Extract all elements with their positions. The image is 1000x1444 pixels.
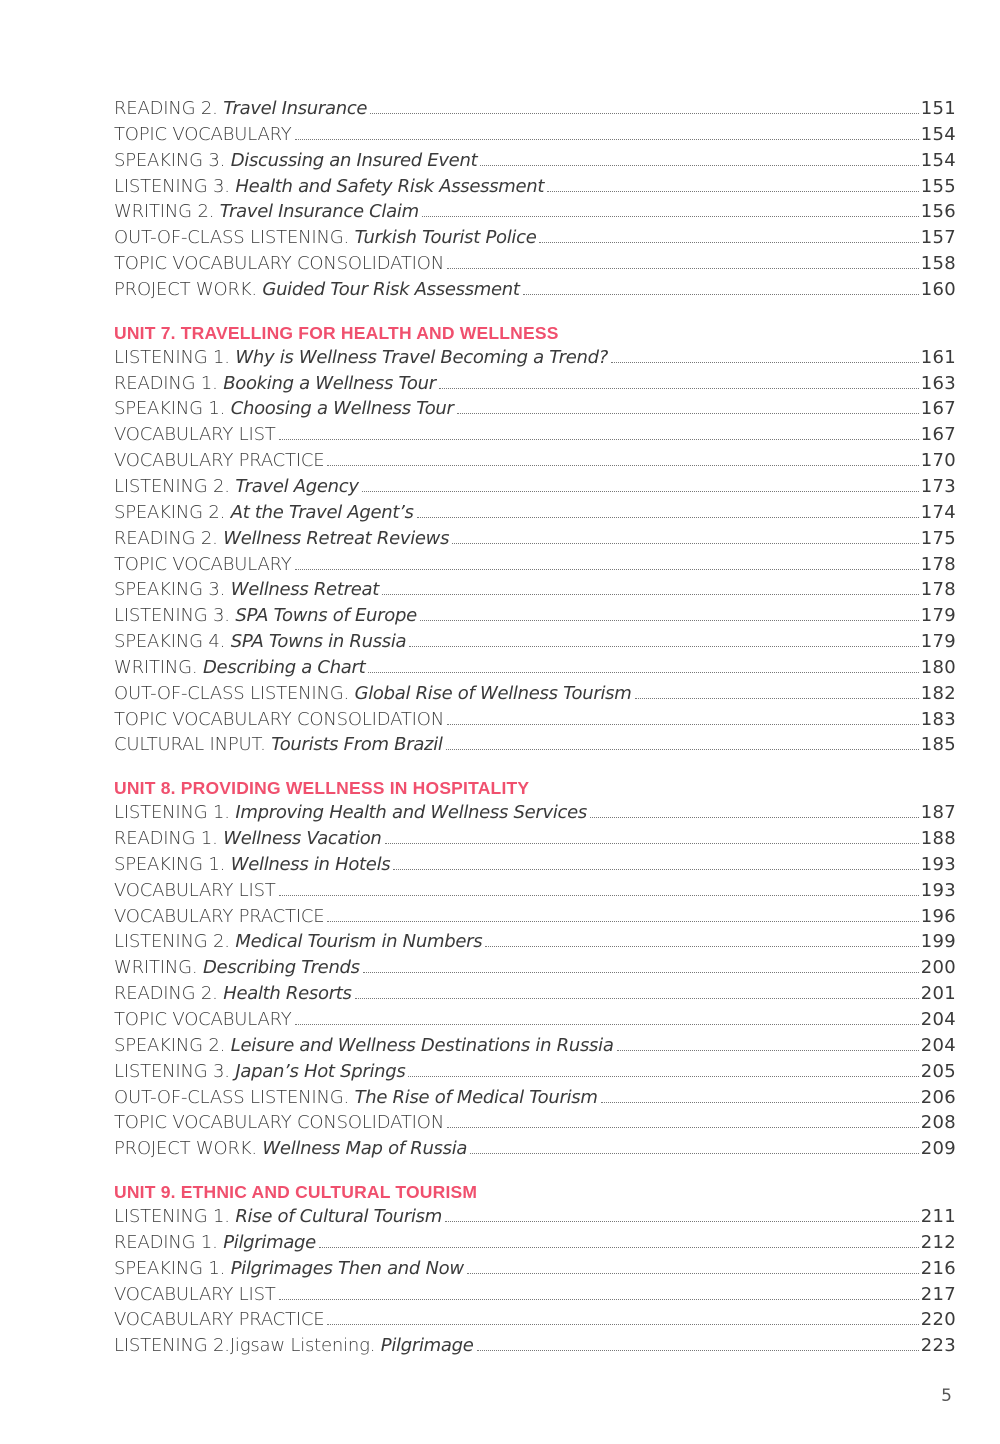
entry-title: Pilgrimage: [380, 1335, 474, 1357]
dot-leader: [279, 439, 919, 440]
entry-label: SPEAKING 1.: [114, 853, 231, 875]
entry-page-number: 201: [920, 983, 956, 1005]
dot-leader: [523, 294, 919, 295]
entry-title: At the Travel Agent’s: [230, 501, 414, 523]
table-of-contents: [114, 96, 956, 1377]
entry-label: READING 1.: [114, 372, 224, 394]
toc-entry[interactable]: [114, 174, 956, 200]
dot-leader: [422, 216, 919, 217]
entry-label: LISTENING 1.: [114, 1206, 236, 1228]
entry-label: READING 1.: [114, 828, 224, 850]
toc-entry[interactable]: [114, 396, 956, 422]
entry-title: Describing Trends: [202, 957, 360, 979]
toc-entry[interactable]: [114, 148, 956, 174]
dot-leader: [295, 569, 919, 570]
entry-label: PROJECT WORK.: [114, 1138, 263, 1160]
entry-label: WRITING 2.: [114, 201, 220, 223]
entry-title: SPA Towns in Russia: [230, 631, 407, 653]
entry-title: Leisure and Wellness Destinations in Russia: [230, 1034, 614, 1056]
entry-page-number: 220: [920, 1309, 956, 1331]
entry-page-number: 187: [920, 802, 956, 824]
entry-title: Describing a Chart: [202, 656, 366, 678]
entry-label: READING 2.: [114, 98, 224, 119]
dot-leader: [327, 465, 918, 466]
entry-label: WRITING.: [114, 957, 203, 979]
dot-leader: [611, 362, 919, 363]
entry-label: VOCABULARY LIST: [114, 879, 276, 901]
entry-page-number: 178: [920, 579, 956, 601]
entry-label: LISTENING 2.: [114, 475, 236, 497]
dot-leader: [362, 491, 919, 492]
toc-entry[interactable]: [114, 800, 956, 826]
entry-label: READING 2.: [114, 983, 224, 1005]
toc-entry[interactable]: [114, 603, 956, 629]
unit-heading: UNIT 9. ETHNIC AND CULTURAL TOURISM: [114, 1182, 478, 1203]
entry-page-number: 182: [920, 682, 956, 704]
entry-title: Wellness Map of Russia: [262, 1138, 468, 1160]
entry-page-number: 173: [920, 475, 956, 497]
dot-leader: [452, 543, 919, 544]
entry-title: Travel Agency: [235, 475, 359, 497]
entry-page-number: 199: [920, 931, 956, 953]
entry-title: Improving Health and Wellness Services: [235, 802, 587, 824]
toc-entry[interactable]: [114, 500, 956, 526]
dot-leader: [382, 594, 919, 595]
toc-entry[interactable]: [114, 981, 956, 1007]
dot-leader: [393, 869, 918, 870]
toc-entry[interactable]: [114, 629, 956, 655]
entry-page-number: 157: [920, 227, 956, 249]
toc-entry[interactable]: [114, 1230, 956, 1256]
dot-leader: [420, 620, 919, 621]
dot-leader: [439, 388, 919, 389]
entry-label: PROJECT WORK.: [114, 278, 263, 300]
toc-entry[interactable]: [114, 1282, 956, 1308]
toc-entry[interactable]: [114, 1136, 956, 1162]
entry-label: LISTENING 3.: [114, 605, 236, 627]
entry-page-number: 154: [920, 149, 956, 171]
dot-leader: [590, 817, 919, 818]
toc-entry[interactable]: [114, 371, 956, 397]
dot-leader: [617, 1050, 919, 1051]
entry-title: Pilgrimages Then and Now: [230, 1257, 464, 1279]
entry-page-number: 163: [920, 372, 956, 394]
entry-label: OUT-OF-CLASS LISTENING.: [114, 1086, 355, 1108]
dot-leader: [385, 843, 919, 844]
entry-label: SPEAKING 2.: [114, 1034, 231, 1056]
entry-label: VOCABULARY PRACTICE: [114, 450, 325, 472]
toc-entry[interactable]: [114, 199, 956, 225]
entry-label: READING 1.: [114, 1231, 224, 1253]
entry-page-number: 170: [920, 450, 956, 472]
entry-page-number: 208: [920, 1112, 956, 1134]
dot-leader: [547, 191, 919, 192]
dot-leader: [408, 1076, 918, 1077]
dot-leader: [409, 646, 918, 647]
entry-page-number: 211: [920, 1206, 956, 1228]
toc-entry[interactable]: [114, 1333, 956, 1359]
entry-label: TOPIC VOCABULARY CONSOLIDATION: [114, 708, 444, 730]
entry-title: Choosing a Wellness Tour: [230, 398, 454, 420]
entry-label: LISTENING 1.: [114, 802, 236, 824]
dot-leader: [417, 517, 919, 518]
dot-leader: [295, 139, 919, 140]
entry-page-number: 179: [920, 605, 956, 627]
dot-leader: [447, 724, 919, 725]
dot-leader: [355, 998, 919, 999]
toc-entry[interactable]: [114, 1085, 956, 1111]
entry-label: SPEAKING 2.: [114, 501, 231, 523]
entry-page-number: 155: [920, 175, 956, 197]
entry-title: Wellness Retreat: [230, 579, 379, 601]
entry-title: Health and Safety Risk Assessment: [235, 175, 545, 197]
entry-page-number: 188: [920, 828, 956, 850]
entry-label: VOCABULARY PRACTICE: [114, 905, 325, 927]
entry-label: CULTURAL INPUT.: [114, 734, 272, 756]
toc-entry[interactable]: [114, 345, 956, 371]
entry-title: Wellness in Hotels: [230, 853, 391, 875]
dot-leader: [445, 1221, 919, 1222]
entry-page-number: 167: [920, 424, 956, 446]
entry-label: SPEAKING 3.: [114, 579, 231, 601]
entry-page-number: 216: [920, 1257, 956, 1279]
dot-leader: [447, 1127, 919, 1128]
dot-leader: [279, 895, 919, 896]
entry-label: OUT-OF-CLASS LISTENING.: [114, 682, 355, 704]
entry-page-number: 160: [920, 278, 956, 300]
dot-leader: [601, 1102, 919, 1103]
entry-label: TOPIC VOCABULARY: [114, 553, 292, 575]
toc-entry[interactable]: [114, 852, 956, 878]
entry-title: Turkish Tourist Police: [354, 227, 537, 249]
entry-label: TOPIC VOCABULARY CONSOLIDATION: [114, 253, 444, 275]
entry-page-number: 185: [920, 734, 956, 756]
entry-page-number: 167: [920, 398, 956, 420]
unit-heading: UNIT 7. TRAVELLING FOR HEALTH AND WELLNESS: [114, 322, 559, 343]
unit-heading: UNIT 8. PROVIDING WELLNESS IN HOSPITALITY: [114, 778, 530, 799]
entry-page-number: 151: [920, 98, 956, 119]
entry-label: LISTENING 3.: [114, 175, 236, 197]
entry-title: Guided Tour Risk Assessment: [262, 278, 520, 300]
entry-page-number: 175: [920, 527, 956, 549]
toc-section: [114, 776, 956, 1162]
toc-section: [114, 1180, 956, 1359]
dot-leader: [470, 1153, 919, 1154]
toc-entry[interactable]: [114, 225, 956, 251]
toc-entry[interactable]: [114, 826, 956, 852]
entry-label: VOCABULARY LIST: [114, 424, 276, 446]
toc-entry[interactable]: [114, 1059, 956, 1085]
entry-label: OUT-OF-CLASS LISTENING.: [114, 227, 355, 249]
entry-label: TOPIC VOCABULARY: [114, 1009, 292, 1030]
entry-page-number: 212: [920, 1231, 956, 1253]
dot-leader: [327, 921, 918, 922]
entry-page-number: 200: [920, 957, 956, 979]
entry-label: VOCABULARY PRACTICE: [114, 1309, 325, 1331]
entry-label: SPEAKING 1.: [114, 1257, 231, 1279]
entry-page-number: 161: [920, 346, 956, 368]
entry-title: Health Resorts: [223, 983, 352, 1005]
dot-leader: [363, 972, 919, 973]
entry-page-number: 204: [920, 1034, 956, 1056]
dot-leader: [446, 749, 919, 750]
entry-label: LISTENING 3.: [114, 1060, 236, 1082]
toc-entry[interactable]: [114, 526, 956, 552]
entry-page-number: 204: [920, 1009, 956, 1030]
entry-title: Tourists From Brazil: [271, 734, 443, 756]
entry-page-number: 193: [920, 853, 956, 875]
entry-label: READING 2.: [114, 527, 224, 549]
toc-entry[interactable]: [114, 707, 956, 733]
page-number: 5: [941, 1386, 952, 1406]
toc-entry[interactable]: [114, 474, 956, 500]
entry-title: Rise of Cultural Tourism: [235, 1206, 442, 1228]
dot-leader: [279, 1299, 919, 1300]
entry-page-number: 180: [920, 656, 956, 678]
entry-page-number: 178: [920, 553, 956, 575]
entry-label: TOPIC VOCABULARY: [114, 123, 292, 145]
toc-entry[interactable]: [114, 577, 956, 603]
entry-title: Travel Insurance Claim: [219, 201, 419, 223]
toc-entry[interactable]: [114, 681, 956, 707]
toc-entry[interactable]: [114, 1204, 956, 1230]
toc-entry[interactable]: [114, 1033, 956, 1059]
dot-leader: [368, 672, 918, 673]
entry-title: Pilgrimage: [223, 1231, 316, 1253]
toc-entry[interactable]: [114, 1307, 956, 1333]
toc-entry[interactable]: [114, 878, 956, 904]
dot-leader: [457, 413, 919, 414]
entry-label: TOPIC VOCABULARY CONSOLIDATION: [114, 1112, 444, 1134]
toc-entry[interactable]: [114, 732, 956, 758]
entry-title: Japan’s Hot Springs: [235, 1060, 406, 1082]
dot-leader: [485, 946, 918, 947]
toc-entry[interactable]: [114, 422, 956, 448]
entry-title: Why is Wellness Travel Becoming a Trend?: [235, 346, 608, 368]
entry-label: LISTENING 1.: [114, 346, 236, 368]
toc-entry[interactable]: [114, 122, 956, 148]
entry-page-number: 205: [920, 1060, 956, 1082]
dot-leader: [295, 1024, 919, 1025]
entry-title: Wellness Retreat Reviews: [223, 527, 450, 549]
entry-page-number: 206: [920, 1086, 956, 1108]
dot-leader: [327, 1324, 918, 1325]
toc-section: [114, 96, 956, 303]
dot-leader: [477, 1350, 919, 1351]
toc-entry[interactable]: [114, 277, 956, 303]
entry-title: Global Rise of Wellness Tourism: [354, 682, 632, 704]
entry-label: LISTENING 2.Jigsaw Listening.: [114, 1335, 381, 1357]
dot-leader: [319, 1247, 919, 1248]
toc-entry[interactable]: [114, 904, 956, 930]
toc-entry[interactable]: [114, 96, 956, 122]
entry-label: SPEAKING 4.: [114, 631, 231, 653]
dot-leader: [370, 113, 919, 114]
entry-title: Medical Tourism in Numbers: [235, 931, 483, 953]
entry-page-number: 174: [920, 501, 956, 523]
entry-label: SPEAKING 1.: [114, 398, 231, 420]
toc-entry[interactable]: [114, 552, 956, 578]
entry-title: The Rise of Medical Tourism: [354, 1086, 598, 1108]
entry-title: SPA Towns of Europe: [235, 605, 417, 627]
entry-page-number: 193: [920, 879, 956, 901]
entry-label: VOCABULARY LIST: [114, 1283, 276, 1305]
toc-entry[interactable]: [114, 929, 956, 955]
entry-page-number: 156: [920, 201, 956, 223]
toc-entry[interactable]: [114, 655, 956, 681]
toc-entry[interactable]: [114, 955, 956, 981]
entry-page-number: 158: [920, 253, 956, 275]
entry-page-number: 209: [920, 1138, 956, 1160]
entry-label: SPEAKING 3.: [114, 149, 231, 171]
entry-page-number: 154: [920, 123, 956, 145]
entry-title: Booking a Wellness Tour: [223, 372, 436, 394]
toc-section: [114, 321, 956, 759]
dot-leader: [467, 1273, 919, 1274]
toc-entry[interactable]: [114, 1110, 956, 1136]
toc-entry[interactable]: [114, 448, 956, 474]
dot-leader: [480, 165, 918, 166]
entry-page-number: 217: [920, 1283, 956, 1305]
entry-page-number: 179: [920, 631, 956, 653]
toc-entry[interactable]: [114, 1007, 956, 1033]
dot-leader: [539, 242, 918, 243]
entry-page-number: 223: [920, 1335, 956, 1357]
entry-title: Discussing an Insured Event: [230, 149, 478, 171]
dot-leader: [635, 698, 919, 699]
toc-entry[interactable]: [114, 1256, 956, 1282]
entry-label: LISTENING 2.: [114, 931, 236, 953]
entry-page-number: 196: [920, 905, 956, 927]
entry-title: Wellness Vacation: [223, 828, 382, 850]
entry-page-number: 183: [920, 708, 956, 730]
entry-title: Travel Insurance: [223, 98, 368, 119]
dot-leader: [447, 268, 919, 269]
toc-entry[interactable]: [114, 251, 956, 277]
entry-label: WRITING.: [114, 656, 203, 678]
